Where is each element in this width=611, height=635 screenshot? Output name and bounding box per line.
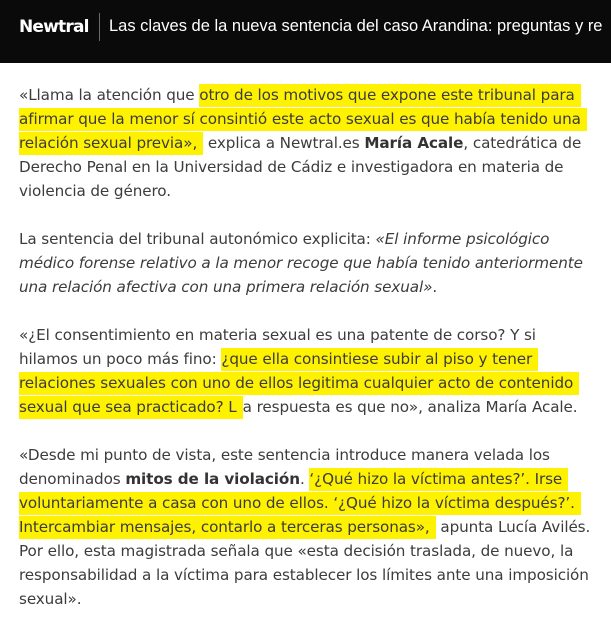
paragraph-acale-quote	[19, 83, 594, 203]
text-run: , catedrática de Derecho Penal en la Universidad de Cádiz e investigadora en materia de violencia de género.	[19, 134, 582, 200]
text-run: «¿El consentimiento en materia sexual es una patente de corso? Y si hilamos un poco más fino:	[19, 326, 536, 368]
highlighted-text: ¿que ella consintiese subir al piso y tener relaciones sexuales con uno de ellos legitima cualquier acto de contenido sexual que sea practicado? L	[19, 348, 579, 419]
bold-term: mitos de la violación	[125, 470, 300, 488]
text-run: «Llama la atención que	[19, 86, 200, 104]
text-run: «Desde mi punto de vista, este sentencia introduce manera velada los denominados	[19, 446, 550, 488]
paragraph-consent-question	[19, 323, 594, 419]
highlighted-text: ‘¿Qué hizo la víctima antes?’. Irse voluntariamente a casa con uno de ellos. ‘¿Qué hizo la víctima después?’. Intercambiar mensajes, contarlo a terceras personas»,	[19, 468, 581, 539]
article-headline: Las claves de la nueva sentencia del caso Arandina: preguntas y re	[109, 17, 603, 35]
italic-quote: «El informe psicológico médico forense relativo a la menor recoge que había tenido anteriormente una relación afectiva con una primera relación sexual»	[19, 230, 583, 296]
text-run: .	[299, 470, 310, 488]
top-bar	[0, 0, 611, 63]
text-run: explica a Newtral.es	[203, 134, 365, 152]
person-name-bold: María Acale	[364, 134, 464, 152]
header-divider	[99, 13, 100, 41]
text-run: La sentencia del tribunal autonómico explicita:	[19, 230, 376, 248]
text-run: .	[432, 278, 438, 296]
text-run: a respuesta es que no», analiza María Acale.	[242, 398, 578, 416]
highlighted-text: otro de los motivos que expone este tribunal para afirmar que la menor sí consintió este acto sexual es que había tenido una relación sexual previa»,	[19, 84, 587, 155]
paragraph-aviles-quote	[19, 443, 594, 611]
text-run: apunta Lucía Avilés. Por ello, esta magistrada señala que «esta decisión traslada, de nuevo, la responsabilidad a la víctima para establecer los límites ante una imposición sexual».	[19, 518, 591, 608]
article-body	[19, 83, 594, 635]
paragraph-sentence-quote	[19, 227, 594, 299]
newtral-logo[interactable]: Newtral	[19, 17, 89, 37]
